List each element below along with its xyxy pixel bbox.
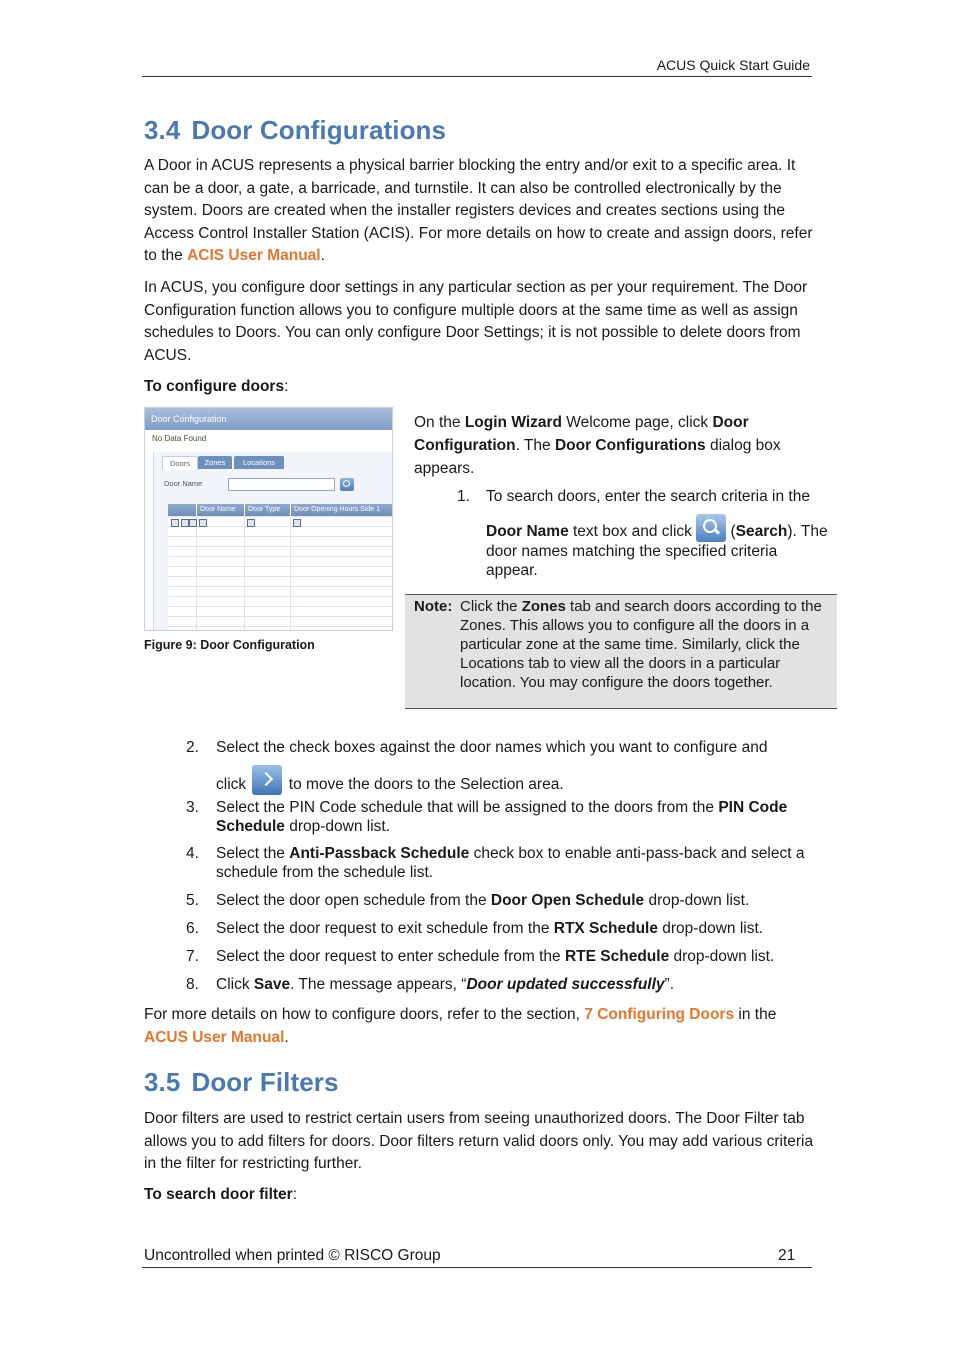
step-text: To search doors, enter the search criteria in the Door Name text box and click (Search). The door names matching the specified criteria appear. (486, 488, 828, 579)
door-name-label: Door Name (164, 479, 203, 488)
tab-doors[interactable]: Doors (162, 456, 198, 470)
no-data-message: No Data Found (152, 434, 207, 443)
door-configuration-screenshot (144, 407, 393, 631)
acis-user-manual-link[interactable]: ACIS User Manual (187, 247, 321, 264)
acus-user-manual-link[interactable]: ACUS User Manual (144, 1028, 285, 1046)
grid-divider (244, 516, 245, 630)
section-title: Door Filters (191, 1067, 339, 1097)
section-heading-3-5 (144, 1067, 339, 1098)
page-number: 21 (778, 1247, 796, 1264)
column-door-opening-hours: Door Opening Hours Side 1 (290, 504, 393, 516)
grid-divider (290, 516, 291, 630)
edit-icon[interactable] (171, 519, 179, 527)
door-name-input[interactable] (228, 478, 335, 491)
note-box (405, 594, 837, 709)
move-right-icon (252, 765, 282, 795)
section-number: 3.4 (144, 115, 181, 145)
section-heading-3-4 (144, 115, 446, 146)
door-filters-paragraph: Door filters are used to restrict certain users from seeing unauthorized doors. The Door Filter tab allows you to add filters for doors. Door filters return valid doors only. You may add various criteria in the filter for restricting further. (144, 1110, 814, 1172)
step-number: 1. (457, 488, 470, 505)
row-checkbox[interactable] (181, 519, 189, 527)
more-details-paragraph: For more details on how to configure doors, refer to the section, 7 Configuring Doors in the ACUS User Manual. (144, 1006, 777, 1046)
row-checkbox[interactable] (247, 519, 255, 527)
search-icon[interactable] (340, 478, 354, 491)
window-title: Door Configuration (145, 408, 392, 430)
column-door-name: Door Name (196, 504, 244, 516)
row-checkbox[interactable] (293, 519, 301, 527)
column-door-type: Door Type (244, 504, 290, 516)
tab-locations[interactable]: Locations (234, 456, 284, 469)
wizard-instruction: On the Login Wizard Welcome page, click Door Configuration. The Door Configurations dialog box appears. (414, 414, 781, 477)
figure-caption: Figure 9: Door Configuration (144, 638, 315, 652)
procedure-title: To search door filter: (144, 1186, 298, 1203)
door-grid (168, 516, 393, 630)
header-rule (142, 76, 812, 77)
grid-divider (196, 516, 197, 630)
row-checkbox[interactable] (189, 519, 197, 527)
footer-copyright: Uncontrolled when printed © RISCO Group (144, 1247, 441, 1264)
note-label: Note: (414, 598, 453, 615)
acus-paragraph: In ACUS, you configure door settings in any particular section as per your requirement. The Door Configuration function allows you to configure multiple doors at the same time as well as assign schedules to Doors. You can only configure Door Settings; it is not possible to delete doors from ACUS. (144, 279, 808, 364)
intro-paragraph: A Door in ACUS represents a physical barrier blocking the entry and/or exit to a specific area. It can be a door, a gate, a barricade, and turnstile. It can also be controlled electronically by the system. Doors are created when the installer registers devices and creates sections using the Access Control Installer Station (ACIS). For more details on how to create and assign doors, refer to the ACIS User Manual. (144, 157, 813, 264)
note-text: Click the Zones tab and search doors according to the Zones. This allows you to configure all the doors in a particular zone at the same time. Similarly, click the Locations tab to view all the doors in a particular location. You may configure the doors together. (460, 598, 822, 691)
tab-zones[interactable]: Zones (198, 456, 232, 469)
section-title: Door Configurations (191, 115, 447, 145)
running-header: ACUS Quick Start Guide (656, 57, 810, 73)
row-checkbox[interactable] (199, 519, 207, 527)
config-panel (153, 452, 393, 630)
search-icon (696, 514, 726, 542)
section-number: 3.5 (144, 1067, 181, 1097)
footer-rule (142, 1267, 812, 1268)
grid-header (168, 504, 393, 516)
configuring-doors-link[interactable]: 7 Configuring Doors (584, 1006, 735, 1023)
procedure-title: To configure doors: (144, 378, 289, 395)
